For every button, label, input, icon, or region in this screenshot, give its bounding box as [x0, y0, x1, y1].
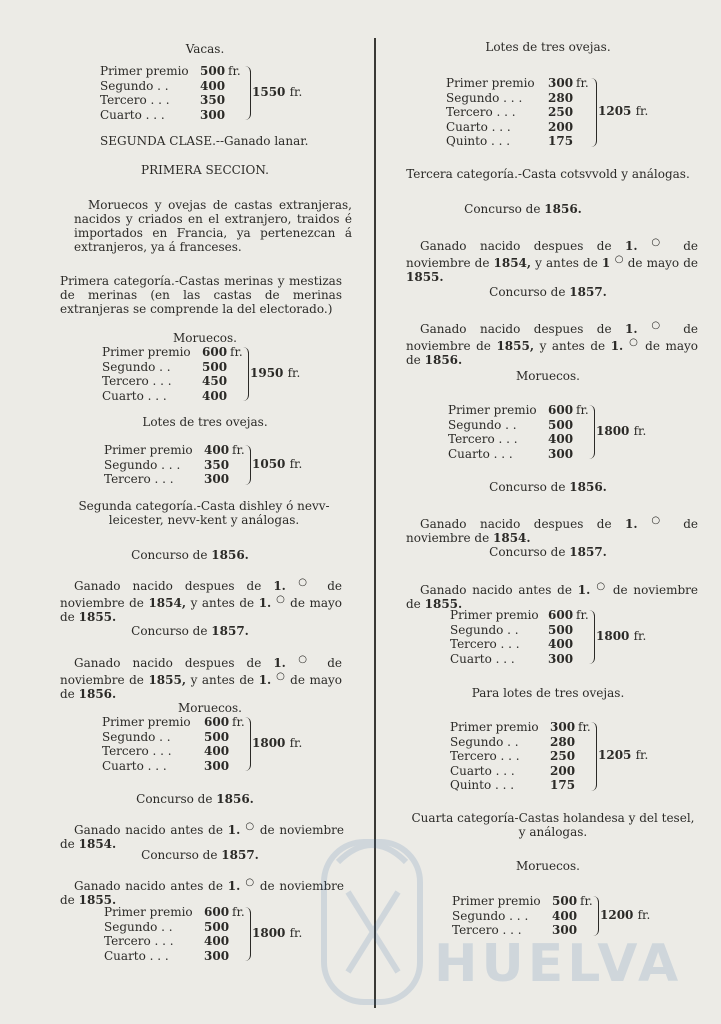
prize-row: [446, 90, 574, 105]
prize-row: [104, 905, 245, 919]
prize-row: [450, 720, 591, 734]
prize-total-unit: fr.: [635, 104, 649, 119]
prize-label: Tercero . . .: [104, 934, 174, 948]
prize-label: Segundo . .: [450, 622, 519, 637]
ganado-1857-a: Ganado nacido despues de 1. ○ de noviembre de 1855, y antes de 1. ○ de mayo de 1856.: [60, 654, 342, 701]
concurso-1857-b: Concurso de 1857.: [141, 848, 259, 862]
prize-amount: 300: [548, 76, 574, 90]
paragraph-castas-extranjeras: Moruecos y ovejas de castas extranjeras, nacidos y criados en el extranjero, traidos é importados en Francia, ya pertenezcan á extranjeros, ya á franceses.: [74, 198, 352, 254]
prize-amount: 400: [202, 388, 228, 403]
moruecos-heading-1: Moruecos.: [173, 331, 237, 345]
prize-label: Segundo . .: [102, 359, 171, 374]
prize-total-unit: fr.: [289, 926, 303, 940]
prize-row: [104, 919, 230, 934]
prize-unit: fr.: [230, 345, 243, 359]
prize-total-unit: fr.: [633, 424, 647, 438]
prize-label: Cuarto . . .: [104, 948, 169, 963]
prize-row: [104, 472, 230, 486]
brace-icon: [244, 907, 251, 961]
prize-row: [452, 894, 593, 908]
prize-amount: 600: [204, 905, 230, 919]
prize-label: Primer premio: [446, 76, 535, 90]
prize-unit: fr.: [576, 403, 589, 417]
prize-amount: 400: [548, 637, 574, 651]
prize-total-value: 1800: [596, 424, 630, 438]
prize-label: Tercero . . .: [104, 472, 174, 486]
prize-amount: 300: [204, 948, 230, 963]
prize-total-value: 1550: [252, 85, 286, 99]
concurso-1857-a: Concurso de 1857.: [131, 624, 249, 638]
prize-label: Cuarto . . .: [448, 446, 513, 461]
prize-amount: 300: [204, 472, 230, 486]
prize-row: [100, 78, 226, 93]
prize-amount: 300: [548, 651, 574, 666]
prize-unit: fr.: [576, 608, 589, 622]
prize-label: Tercero . . .: [450, 637, 520, 651]
prize-label: Tercero . . .: [446, 105, 516, 119]
prize-row: [102, 359, 228, 374]
prize-total: [598, 104, 648, 118]
prize-label: Primer premio: [452, 894, 541, 908]
prize-label: Tercero . . .: [102, 374, 172, 388]
brace-icon: [590, 78, 597, 147]
prize-amount: 400: [204, 443, 230, 457]
prize-total-unit: fr.: [635, 748, 649, 763]
column-divider: [374, 38, 376, 1008]
prize-row: [102, 744, 230, 758]
prize-amount: 400: [204, 744, 230, 758]
brace-icon: [244, 717, 251, 771]
prize-row: [446, 134, 574, 148]
prize-row: [450, 651, 574, 666]
ganado-1857-b-right: Ganado nacido antes de 1. ○ de noviembre de 1855.: [406, 581, 698, 611]
prize-total-value: 1950: [250, 366, 284, 380]
prize-row: [100, 64, 241, 78]
moruecos-heading-2: Moruecos.: [178, 701, 242, 715]
prize-total-unit: fr.: [637, 907, 651, 922]
prize-total-value: 1800: [252, 736, 286, 750]
concurso-1856-b: Concurso de 1856.: [136, 792, 254, 806]
brace-icon: [242, 347, 249, 401]
segunda-clase-heading: SEGUNDA CLASE.--Ganado lanar.: [100, 134, 309, 148]
brace-icon: [244, 445, 251, 485]
prize-label: Segundo . . .: [446, 90, 523, 105]
prize-label: Primer premio: [450, 608, 539, 622]
prize-label: Cuarto . . .: [102, 758, 167, 773]
prize-label: Primer premio: [448, 403, 537, 417]
prize-row: [446, 76, 589, 90]
prize-unit: fr.: [580, 894, 593, 908]
prize-row: [446, 119, 574, 134]
prize-row: [448, 432, 574, 446]
prize-amount: 300: [204, 758, 230, 773]
prize-label: Segundo . .: [100, 78, 169, 93]
prize-amount: 300: [550, 720, 576, 734]
primera-seccion-heading: PRIMERA SECCION.: [141, 163, 269, 177]
prize-amount: 300: [552, 923, 578, 937]
lotes-heading-1: Lotes de tres ovejas.: [142, 415, 268, 429]
prize-total: [250, 366, 300, 380]
prize-amount: 350: [204, 457, 230, 472]
primera-categoria: Primera categoría.-Castas merinas y mestizas de merinas (en las castas de merinas extranjeras se comprende la del electorado.): [60, 274, 342, 316]
prize-amount: 600: [548, 608, 574, 622]
lotes-heading-top: Lotes de tres ovejas.: [485, 40, 611, 54]
prize-total-unit: fr.: [289, 85, 303, 99]
prize-amount: 500: [548, 622, 574, 637]
prize-total-value: 1200: [600, 907, 634, 922]
prize-label: Tercero . . .: [452, 923, 522, 937]
cuarta-categoria: Cuarta categoría-Castas holandesa y del tesel, y análogas.: [411, 811, 695, 839]
vacas-heading: Vacas.: [185, 42, 225, 56]
prize-total: [252, 85, 302, 99]
prize-amount: 200: [548, 119, 574, 134]
moruecos-heading-right-3: Moruecos.: [516, 859, 580, 873]
prize-amount: 250: [550, 749, 576, 763]
prize-label: Segundo . .: [102, 729, 171, 744]
prize-total-value: 1800: [252, 926, 286, 940]
prize-amount: 400: [204, 934, 230, 948]
concurso-1857-b-right: Concurso de 1857.: [489, 545, 607, 559]
brace-icon: [588, 405, 595, 459]
ganado-1856-a-right: Ganado nacido despues de 1. ○ de noviembre de 1854, y antes de 1 ○ de mayo de 1855.: [406, 237, 698, 284]
prize-amount: 500: [552, 894, 578, 908]
prize-label: Primer premio: [102, 345, 191, 359]
prize-amount: 500: [204, 919, 230, 934]
prize-total-value: 1205: [598, 748, 632, 763]
prize-label: Segundo . . .: [452, 908, 529, 923]
prize-total-unit: fr.: [633, 629, 647, 643]
prize-row: [450, 749, 576, 763]
prize-amount: 400: [200, 78, 226, 93]
prize-label: Primer premio: [450, 720, 539, 734]
prize-label: Cuarto . . .: [446, 119, 511, 134]
prize-label: Primer premio: [102, 715, 191, 729]
segunda-categoria: Segunda categoría.-Casta dishley ó nevv-leicester, nevv-kent y análogas.: [78, 499, 330, 527]
prize-row: [450, 778, 576, 792]
prize-total-unit: fr.: [289, 456, 303, 471]
prize-total: [598, 748, 648, 762]
prize-row: [450, 763, 576, 778]
prize-label: Cuarto . . .: [100, 107, 165, 122]
ganado-1856-b: Ganado nacido antes de 1. ○ de noviembre de 1854.: [60, 821, 344, 851]
prize-label: Primer premio: [104, 905, 193, 919]
prize-amount: 175: [548, 134, 574, 148]
prize-total: [596, 424, 646, 438]
prize-row: [102, 388, 228, 403]
prize-row: [102, 374, 228, 388]
prize-total: [252, 926, 302, 940]
prize-total-unit: fr.: [287, 366, 301, 380]
brace-icon: [588, 610, 595, 664]
prize-row: [448, 417, 574, 432]
tercera-categoria: Tercera categoría.-Casta cotsvvold y análogas.: [406, 167, 690, 181]
watermark-word: HUELVA: [434, 934, 683, 994]
prize-row: [104, 457, 230, 472]
prize-label: Tercero . . .: [102, 744, 172, 758]
prize-amount: 400: [548, 432, 574, 446]
prize-row: [450, 608, 589, 622]
prize-amount: 300: [200, 107, 226, 122]
prize-amount: 500: [548, 417, 574, 432]
prize-amount: 500: [204, 729, 230, 744]
prize-total-value: 1800: [596, 629, 630, 643]
prize-amount: 400: [552, 908, 578, 923]
prize-label: Segundo . . .: [104, 457, 181, 472]
ganado-1857-b: Ganado nacido antes de 1. ○ de noviembre de 1855.: [60, 877, 344, 907]
concurso-1856-a: Concurso de 1856.: [131, 548, 249, 562]
prize-unit: fr.: [232, 443, 245, 457]
ganado-1856-a: Ganado nacido despues de 1. ○ de noviembre de 1854, y antes de 1. ○ de mayo de 1855.: [60, 577, 342, 624]
prize-amount: 175: [550, 778, 576, 792]
prize-amount: 450: [202, 374, 228, 388]
prize-row: [102, 758, 230, 773]
prize-amount: 600: [202, 345, 228, 359]
prize-amount: 500: [202, 359, 228, 374]
prize-amount: 350: [200, 93, 226, 107]
prize-label: Cuarto . . .: [102, 388, 167, 403]
prize-total-value: 1050: [252, 456, 286, 471]
prize-label: Tercero . . .: [448, 432, 518, 446]
brace-icon: [590, 722, 597, 791]
brace-icon: [244, 66, 251, 120]
prize-row: [446, 105, 574, 119]
prize-total: [600, 908, 650, 922]
prize-row: [102, 715, 245, 729]
prize-amount: 300: [548, 446, 574, 461]
prize-row: [100, 93, 226, 107]
prize-amount: 250: [548, 105, 574, 119]
prize-total-unit: fr.: [289, 736, 303, 750]
prize-label: Segundo . .: [448, 417, 517, 432]
prize-unit: fr.: [578, 720, 591, 734]
prize-unit: fr.: [232, 905, 245, 919]
prize-total: [596, 629, 646, 643]
prize-unit: fr.: [232, 715, 245, 729]
prize-label: Primer premio: [100, 64, 189, 78]
prize-total-value: 1205: [598, 104, 632, 119]
prize-row: [450, 622, 574, 637]
prize-row: [448, 446, 574, 461]
concurso-1856-a-right: Concurso de 1856.: [464, 202, 582, 216]
prize-row: [452, 908, 578, 923]
ganado-1857-a-right: Ganado nacido despues de 1. ○ de noviembre de 1855, y antes de 1. ○ de mayo de 1856.: [406, 320, 698, 367]
prize-row: [102, 729, 230, 744]
para-lotes-heading: Para lotes de tres ovejas.: [471, 686, 625, 700]
prize-row: [104, 443, 245, 457]
prize-label: Segundo . .: [450, 734, 519, 749]
prize-total: [252, 736, 302, 750]
prize-amount: 600: [548, 403, 574, 417]
moruecos-heading-right-1: Moruecos.: [516, 369, 580, 383]
prize-row: [448, 403, 589, 417]
prize-label: Segundo . .: [104, 919, 173, 934]
prize-label: Tercero . . .: [450, 749, 520, 763]
prize-row: [100, 107, 226, 122]
prize-row: [450, 637, 574, 651]
prize-label: Cuarto . . .: [450, 763, 515, 778]
concurso-1857-a-right: Concurso de 1857.: [489, 285, 607, 299]
prize-label: Quinto . . .: [450, 778, 515, 792]
prize-unit: fr.: [228, 64, 241, 78]
prize-row: [452, 923, 578, 937]
concurso-1856-b-right: Concurso de 1856.: [489, 480, 607, 494]
prize-label: Quinto . . .: [446, 134, 511, 148]
prize-label: Tercero . . .: [100, 93, 170, 107]
prize-unit: fr.: [576, 76, 589, 90]
prize-row: [102, 345, 243, 359]
prize-label: Primer premio: [104, 443, 193, 457]
prize-row: [450, 734, 576, 749]
prize-total: [252, 457, 302, 471]
prize-amount: 280: [550, 734, 576, 749]
prize-amount: 500: [200, 64, 226, 78]
brace-icon: [592, 896, 599, 936]
prize-label: Cuarto . . .: [450, 651, 515, 666]
prize-amount: 280: [548, 90, 574, 105]
prize-amount: 600: [204, 715, 230, 729]
prize-row: [104, 948, 230, 963]
ganado-1856-b-right: Ganado nacido despues de 1. ○ de noviembre de 1854.: [406, 515, 698, 545]
prize-row: [104, 934, 230, 948]
prize-amount: 200: [550, 763, 576, 778]
